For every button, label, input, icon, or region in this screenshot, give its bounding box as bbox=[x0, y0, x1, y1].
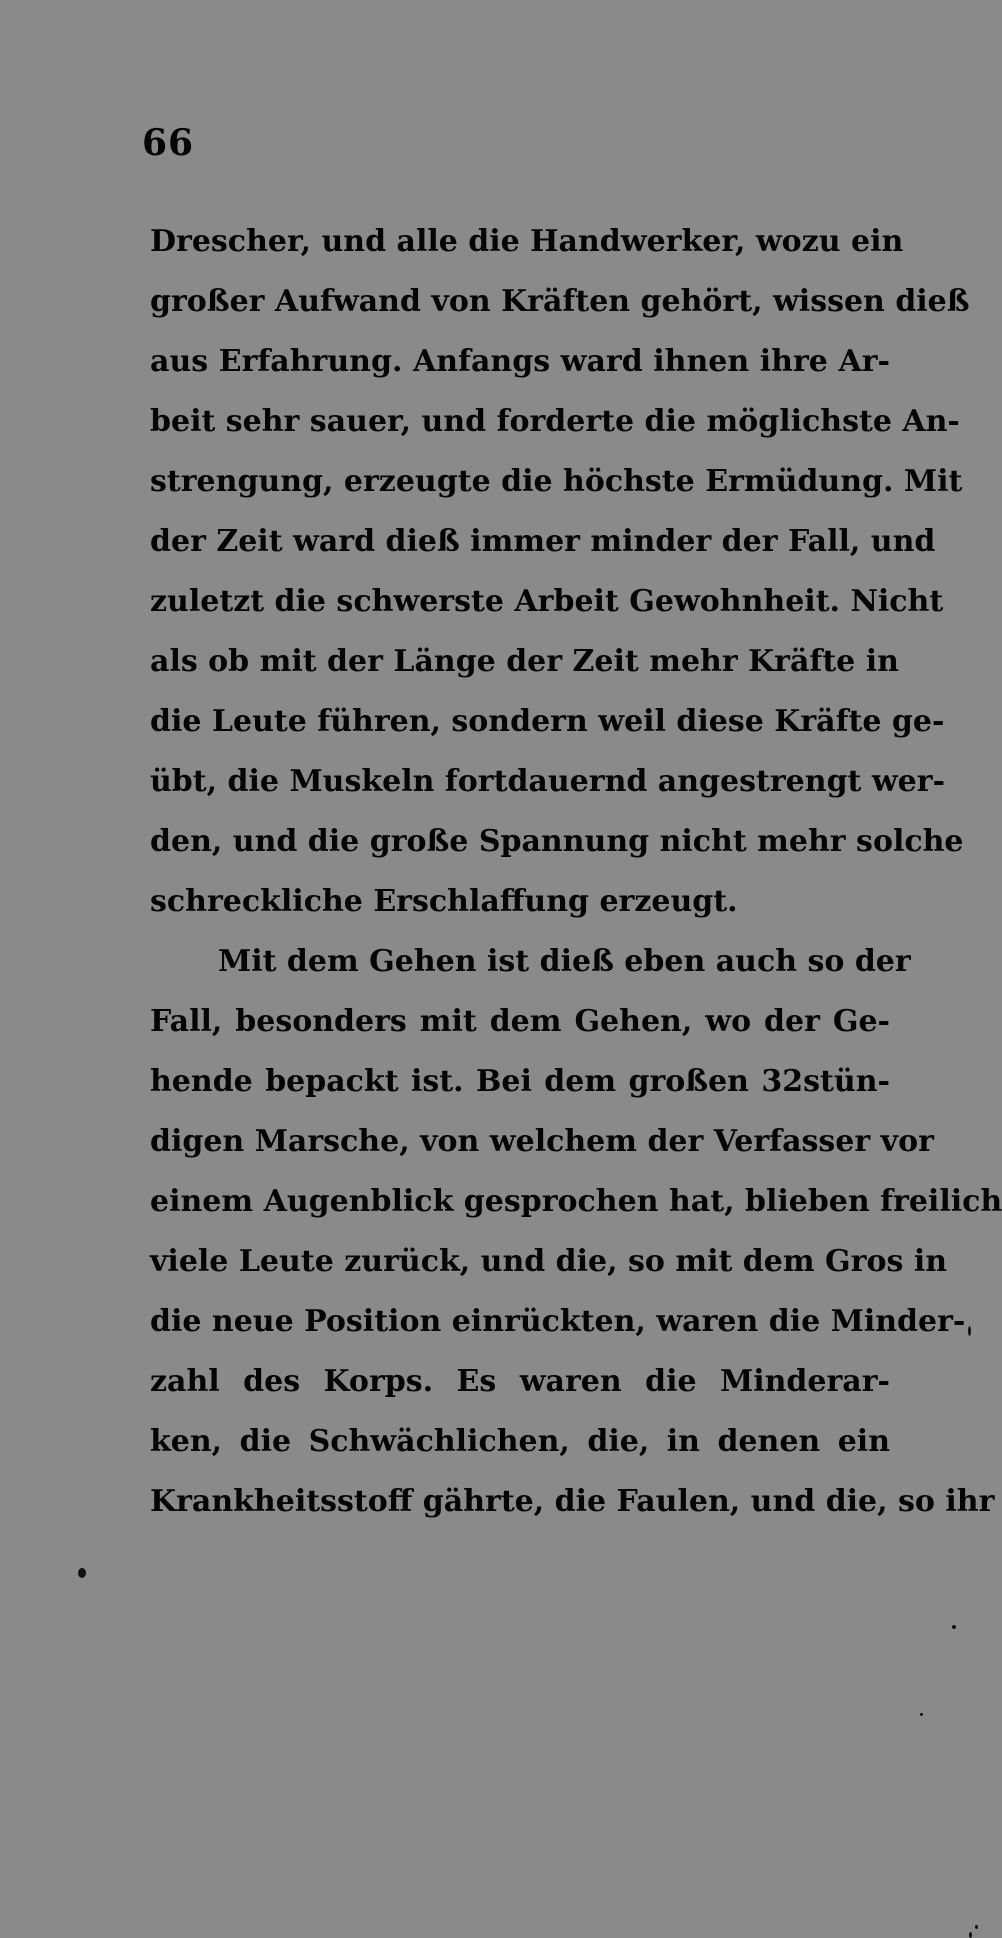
text-line: die Leute führen, sondern weil diese Kräfte ge- bbox=[150, 704, 945, 739]
text-line: als ob mit der Länge der Zeit mehr Kräfte in bbox=[150, 644, 899, 679]
text-line: strengung, erzeugte die höchste Ermüdung. Mit bbox=[150, 464, 963, 499]
text-line: großer Aufwand von Kräften gehört, wissen dieß bbox=[150, 284, 970, 319]
text-line: Krankheitsstoff gährte, die Faulen, und die, so ihr bbox=[150, 1484, 995, 1519]
text-line: übt, die Muskeln fortdauernd angestrengt wer- bbox=[150, 764, 946, 799]
body-text bbox=[150, 212, 1002, 1532]
scan-speck bbox=[952, 1625, 956, 1629]
text-line: zuletzt die schwerste Arbeit Gewohnheit. Nicht bbox=[150, 584, 944, 619]
text-line: den, und die große Spannung nicht mehr solche bbox=[150, 824, 964, 859]
text-line: die neue Position einrückten, waren die Minder- bbox=[150, 1304, 966, 1339]
text-line: hende bepackt ist. Bei dem großen 32stün- bbox=[150, 1064, 890, 1099]
text-line: Fall, besonders mit dem Gehen, wo der Ge- bbox=[150, 1004, 890, 1039]
text-line: beit sehr sauer, und forderte die möglichste An- bbox=[150, 404, 960, 439]
text-line: ken, die Schwächlichen, die, in denen ein bbox=[150, 1424, 890, 1459]
scan-speck bbox=[975, 1925, 978, 1929]
scan-speck bbox=[968, 1326, 971, 1336]
page-number: 66 bbox=[142, 122, 195, 164]
text-line: viele Leute zurück, und die, so mit dem Gros in bbox=[150, 1244, 948, 1279]
text-line: einem Augenblick gesprochen hat, blieben freilich bbox=[150, 1184, 1002, 1219]
text-line: schreckliche Erschlaffung erzeugt. bbox=[150, 884, 738, 919]
scan-speck bbox=[969, 1932, 972, 1938]
text-line: der Zeit ward dieß immer minder der Fall, und bbox=[150, 524, 936, 559]
text-line: zahl des Korps. Es waren die Minderar- bbox=[150, 1364, 890, 1399]
text-line: aus Erfahrung. Anfangs ward ihnen ihre Ar- bbox=[150, 344, 890, 379]
text-line: digen Marsche, von welchem der Verfasser vor bbox=[150, 1124, 934, 1159]
paragraph-first-line: Mit dem Gehen ist dieß eben auch so der bbox=[218, 944, 911, 979]
scan-speck bbox=[78, 1568, 86, 1578]
text-line: Drescher, und alle die Handwerker, wozu ein bbox=[150, 224, 904, 259]
scan-speck bbox=[920, 1713, 923, 1716]
